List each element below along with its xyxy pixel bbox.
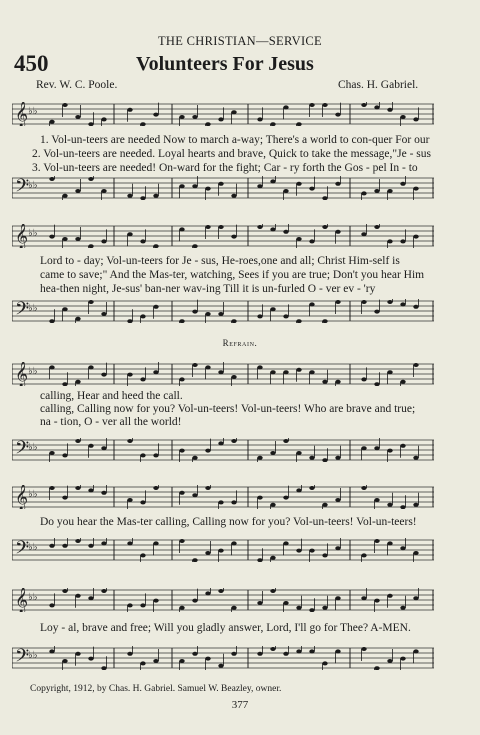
- staff-lines: [12, 538, 434, 562]
- composer-credit: Chas. H. Gabriel.: [338, 79, 419, 91]
- clef-icon: 𝄢: [15, 299, 30, 323]
- key-signature-icon: ♭♭: [28, 180, 38, 191]
- music-staff: [12, 646, 434, 670]
- key-signature-icon: ♭♭: [28, 442, 38, 453]
- clef-icon: 𝄢: [15, 538, 30, 562]
- clef-icon: 𝄞: [15, 102, 29, 126]
- key-signature-icon: ♭♭: [28, 303, 38, 314]
- hymn-title: Volunteers For Jesus: [136, 53, 314, 75]
- lyric-line: 2. Vol-un-teers are needed. Loyal hearts and brave, Quick to take the message,"Je - sus: [32, 148, 431, 160]
- staff-lines: [12, 485, 434, 509]
- music-staff: [12, 299, 434, 323]
- staff-lines: [12, 102, 434, 126]
- lyric-line: came to save;" And the Mas-ter, watching, Sees if you are true; Don't you hear Him: [40, 269, 425, 281]
- staff-lines: [12, 438, 434, 462]
- music-staff: [12, 485, 434, 509]
- lyric-line: Lord to - day; Vol-un-teers for Je - sus, He-roes,one and all; Christ Him-self is: [40, 255, 400, 267]
- lyric-line: calling, Calling now for you? Vol-un-teers! Vol-un-teers! Who are brave and true;: [40, 403, 416, 415]
- key-signature-icon: ♭♭: [28, 542, 38, 553]
- music-staff: [12, 362, 434, 386]
- staff-lines: [12, 176, 434, 200]
- key-signature-icon: ♭♭: [28, 366, 38, 377]
- music-staff: [12, 438, 434, 462]
- key-signature-icon: ♭♭: [28, 106, 38, 117]
- music-staff: [12, 224, 434, 248]
- staff-lines: [12, 362, 434, 386]
- copyright-notice: Copyright, 1912, by Chas. H. Gabriel. Samuel W. Beazley, owner.: [30, 684, 282, 694]
- lyricist-credit: Rev. W. C. Poole.: [36, 79, 118, 91]
- key-signature-icon: ♭♭: [28, 592, 38, 603]
- key-signature-icon: ♭♭: [28, 228, 38, 239]
- lyric-line: na - tion, O - ver all the world!: [40, 416, 182, 428]
- staff-lines: [12, 646, 434, 670]
- section-title: THE CHRISTIAN—SERVICE: [158, 34, 322, 48]
- clef-icon: 𝄞: [15, 485, 29, 509]
- lyric-line: calling, Hear and heed the call.: [40, 390, 183, 402]
- music-staff: [12, 588, 434, 612]
- lyric-line: 1. Vol-un-teers are needed Now to march a-way; There's a world to con-quer For our: [40, 134, 430, 146]
- staff-lines: [12, 299, 434, 323]
- hymn-number: 450: [14, 51, 49, 76]
- clef-icon: 𝄞: [15, 362, 29, 386]
- refrain-label: Refrain.: [222, 338, 258, 348]
- staff-lines: [12, 224, 434, 248]
- staff-lines: [12, 588, 434, 612]
- clef-icon: 𝄢: [15, 646, 30, 670]
- music-staff: [12, 538, 434, 562]
- page-number: 377: [231, 699, 249, 711]
- clef-icon: 𝄞: [15, 224, 29, 248]
- clef-icon: 𝄢: [15, 176, 30, 200]
- lyric-line: Loy - al, brave and free; Will you gladly answer, Lord, I'll go for Thee? A-MEN.: [40, 622, 411, 634]
- lyric-line: hea-then night, Je-sus' ban-ner wav-ing Till it is un-furled O - ver ev - 'ry: [40, 283, 376, 295]
- music-staff: [12, 102, 434, 126]
- lyric-line: 3. Vol-un-teers are needed! On-ward for the fight; Car - ry forth the Gos - pel In - to: [32, 162, 418, 174]
- music-staff: [12, 176, 434, 200]
- lyric-line: Do you hear the Mas-ter calling, Calling now for you? Vol-un-teers! Vol-un-teers!: [40, 516, 417, 528]
- key-signature-icon: ♭♭: [28, 650, 38, 661]
- clef-icon: 𝄞: [15, 588, 29, 612]
- clef-icon: 𝄢: [15, 438, 30, 462]
- key-signature-icon: ♭♭: [28, 489, 38, 500]
